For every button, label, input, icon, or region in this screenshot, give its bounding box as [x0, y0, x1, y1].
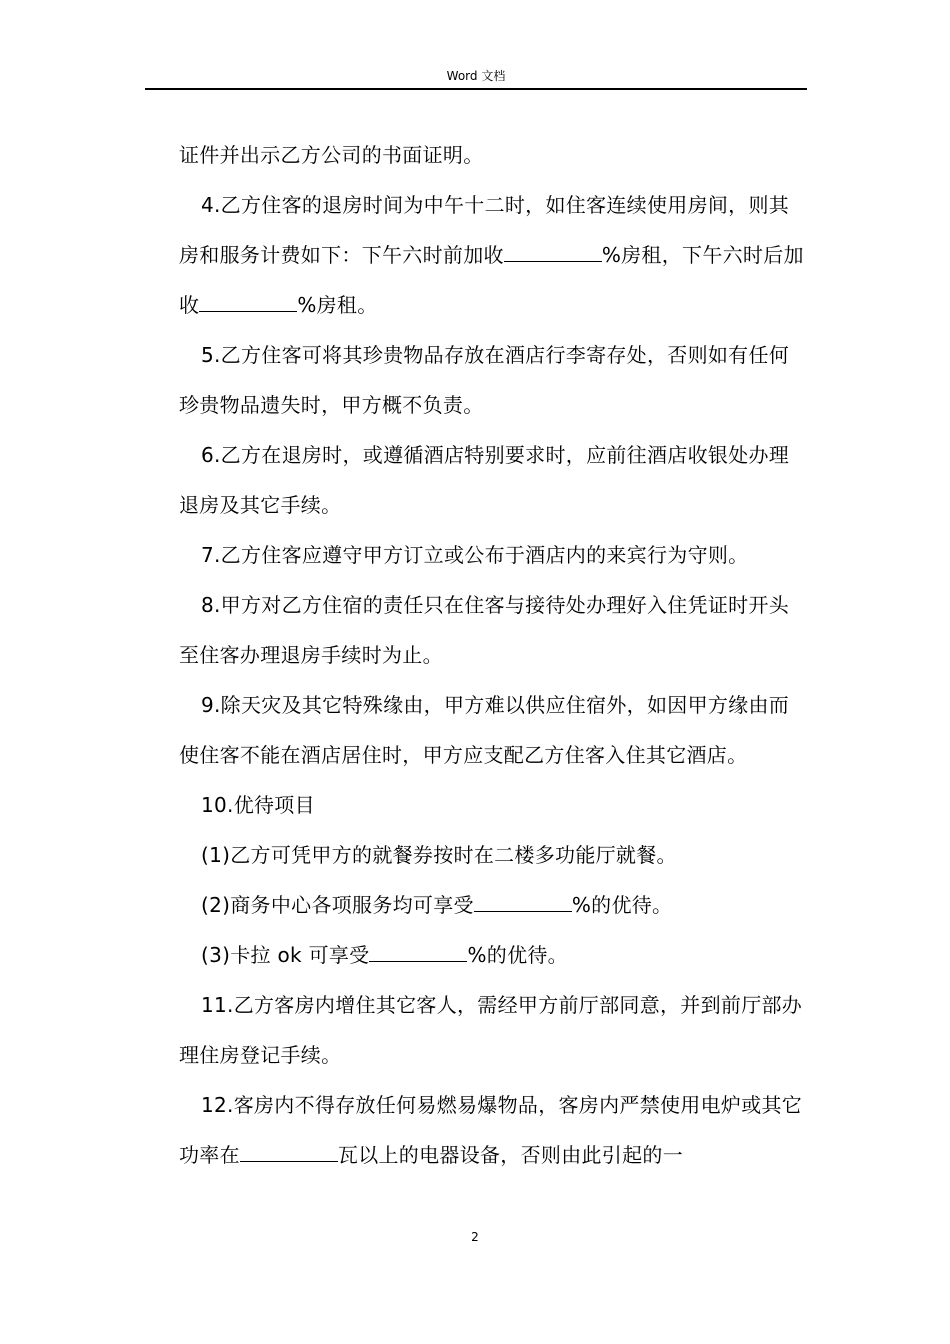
paragraph-benefit-business	[179, 880, 807, 930]
paragraph-continuation: 证件并出示乙方公司的书面证明。	[179, 143, 484, 167]
paragraph-checkout-procedure: 6.乙方在退房时，或遵循酒店特别要求时，应前往酒店收银处办理退房及其它手续。	[179, 443, 790, 517]
paragraph-prohibited-items	[179, 1080, 807, 1180]
paragraph-benefit-dining: (1)乙方可凭甲方的就餐券按时在二楼多功能厅就餐。	[201, 843, 677, 867]
header-title: Word 文档	[446, 69, 506, 83]
fill-blank[interactable]	[474, 893, 572, 912]
page-footer	[0, 1229, 950, 1245]
paragraph-liability: 8.甲方对乙方住宿的责任只在住客与接待处办理好入住凭证时开头至住客办理退房手续时为止。	[179, 593, 790, 667]
paragraph-force-majeure: 9.除天灾及其它特殊缘由，甲方难以供应住宿外，如因甲方缘由而使住客不能在酒店居住时，甲方应支配乙方住客入住其它酒店。	[179, 693, 790, 767]
fill-blank[interactable]	[369, 943, 467, 962]
paragraph-valuables: 5.乙方住客可将其珍贵物品存放在酒店行李寄存处，否则如有任何珍贵物品遗失时，甲方概不负责。	[179, 343, 790, 417]
paragraph-text: 4.乙方住客的退房时间为中午十二时，如住客连续使用房间，则其房和服务计费如下：下午六时前加收	[179, 193, 790, 267]
document-body	[179, 130, 807, 1180]
page-header	[145, 64, 807, 90]
paragraph-benefit-karaoke	[179, 930, 807, 980]
fill-blank[interactable]	[240, 1143, 338, 1162]
paragraph-guest-rules: 7.乙方住客应遵守甲方订立或公布于酒店内的来宾行为守则。	[201, 543, 749, 567]
paragraph-text: 瓦以上的电器设备，否则由此引起的一	[337, 1143, 684, 1167]
paragraph-text: %的优待。	[467, 943, 568, 967]
paragraph-text: (2)商务中心各项服务均可享受	[201, 893, 474, 917]
fill-blank[interactable]	[199, 293, 297, 312]
page-number: 2	[471, 1230, 479, 1244]
paragraph-text: %房租。	[297, 293, 378, 317]
paragraph-extra-guests: 11.乙方客房内增住其它客人，需经甲方前厅部同意，并到前厅部办理住房登记手续。	[179, 993, 803, 1067]
paragraph-text: 12.客房内不得存放任何易燃易爆物品，客房内严禁使用电炉或其它功率在	[179, 1093, 803, 1167]
paragraph-text: %房租，下午六时后加收	[179, 243, 804, 317]
paragraph-checkout-time	[179, 180, 807, 330]
paragraph-text: (3)卡拉 ok 可享受	[201, 943, 370, 967]
paragraph-benefits-heading: 10.优待项目	[201, 793, 315, 817]
paragraph-text: %的优待。	[571, 893, 673, 917]
fill-blank[interactable]	[504, 243, 602, 262]
